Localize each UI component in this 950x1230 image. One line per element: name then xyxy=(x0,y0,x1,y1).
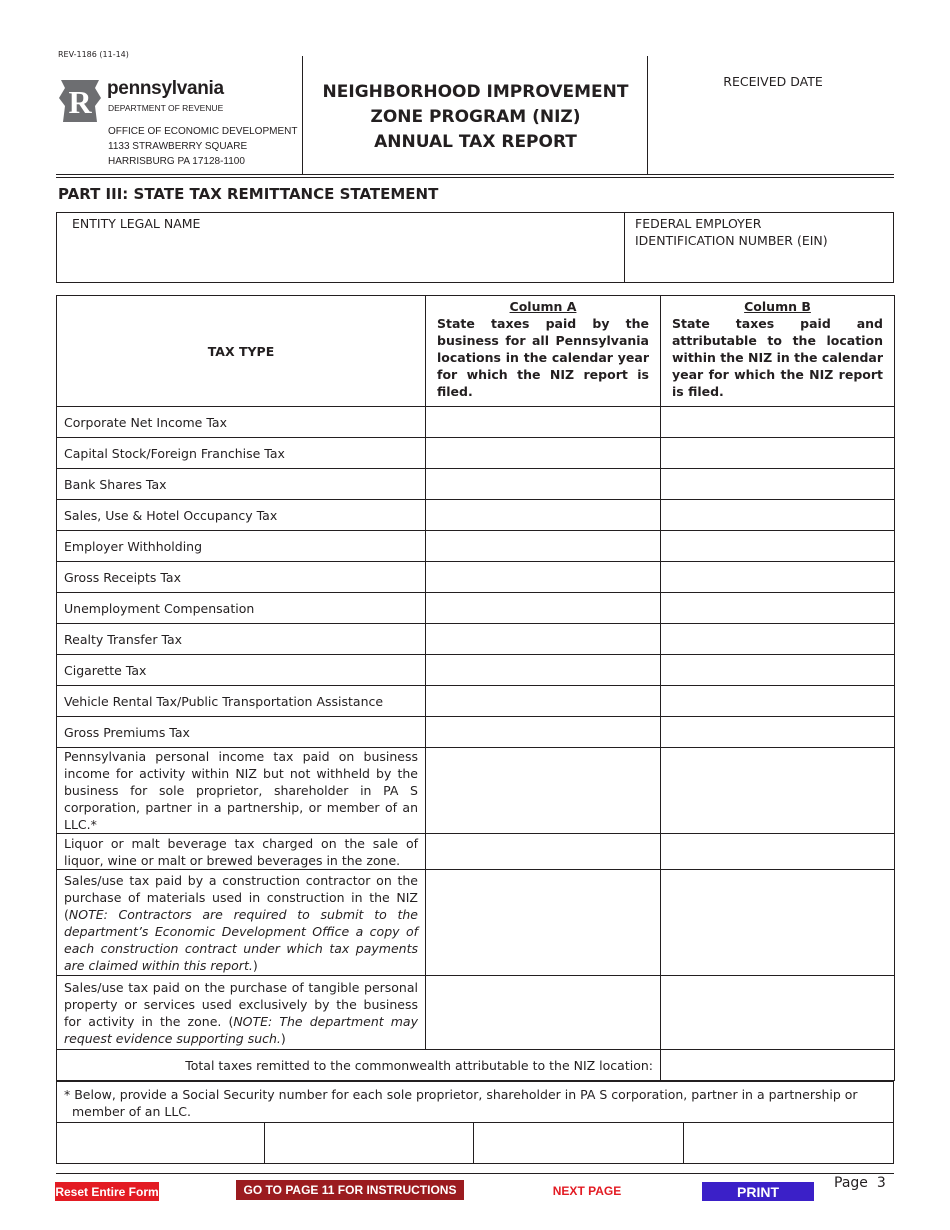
received-date-label: RECEIVED DATE xyxy=(723,74,823,89)
tax-type-label: Bank Shares Tax xyxy=(57,469,426,500)
column-a-input[interactable] xyxy=(426,407,661,438)
tax-type-label: Unemployment Compensation xyxy=(57,593,426,624)
column-a-input[interactable] xyxy=(426,500,661,531)
column-b-title: Column B xyxy=(744,299,811,314)
page-number: 3 xyxy=(876,1175,886,1191)
table-row xyxy=(57,717,895,748)
tax-type-label xyxy=(57,870,426,976)
column-b-input[interactable] xyxy=(661,976,895,1050)
tax-type-label: Liquor or malt beverage tax charged on the sale of liquor, wine or malt or brewed beverages in the zone. xyxy=(57,834,426,870)
row-text-end: ) xyxy=(280,1030,286,1046)
row-text: Sales/use tax paid by a construction contractor on the purchase of materials used in construction in the NIZ ( xyxy=(64,872,418,922)
table-row xyxy=(57,469,895,500)
entity-name-field[interactable] xyxy=(57,234,623,282)
header-rule xyxy=(56,177,894,178)
ssn-input[interactable] xyxy=(683,1122,894,1164)
table-row xyxy=(57,562,895,593)
table-row xyxy=(57,686,895,717)
form-title xyxy=(303,80,648,155)
tax-type-header: TAX TYPE xyxy=(57,296,426,407)
footer-rule xyxy=(56,1173,894,1174)
column-a-input[interactable] xyxy=(426,624,661,655)
column-a-input[interactable] xyxy=(426,562,661,593)
office-address xyxy=(108,124,297,169)
tax-type-label xyxy=(57,976,426,1050)
department-name: DEPARTMENT OF REVENUE xyxy=(108,103,224,113)
row-note: NOTE: The department may request evidence supporting such. xyxy=(64,1013,418,1046)
ein-label-line: IDENTIFICATION NUMBER (EIN) xyxy=(635,233,828,248)
column-a-header xyxy=(426,296,661,407)
title-line: NEIGHBORHOOD IMPROVEMENT xyxy=(322,82,629,102)
column-b-input[interactable] xyxy=(661,407,895,438)
tax-type-label: Corporate Net Income Tax xyxy=(57,407,426,438)
ein-field[interactable] xyxy=(625,250,893,282)
row-text-end: ) xyxy=(252,957,258,973)
column-b-input[interactable] xyxy=(661,438,895,469)
tax-type-label: Employer Withholding xyxy=(57,531,426,562)
tax-type-label: Cigarette Tax xyxy=(57,655,426,686)
tax-type-label: Vehicle Rental Tax/Public Transportation Assistance xyxy=(57,686,426,717)
title-line: ANNUAL TAX REPORT xyxy=(374,132,577,152)
instructions-button[interactable]: GO TO PAGE 11 FOR INSTRUCTIONS xyxy=(236,1180,464,1200)
ssn-input[interactable] xyxy=(264,1122,474,1164)
reset-form-button[interactable]: Reset Entire Form xyxy=(55,1182,159,1201)
keystone-logo-icon xyxy=(57,80,103,126)
column-a-input[interactable] xyxy=(426,593,661,624)
column-a-input[interactable] xyxy=(426,834,661,870)
table-row xyxy=(57,531,895,562)
column-b-input[interactable] xyxy=(661,870,895,976)
table-row xyxy=(57,748,895,834)
tax-type-label: Pennsylvania personal income tax paid on business income for activity within NIZ but not withheld by the business for sole proprietor, shareholder in PA S corporation, partner in a partnership, or member of an LLC.* xyxy=(57,748,426,834)
total-input[interactable] xyxy=(661,1050,895,1081)
table-row xyxy=(57,624,895,655)
column-a-input[interactable] xyxy=(426,976,661,1050)
tax-type-label: Sales, Use & Hotel Occupancy Tax xyxy=(57,500,426,531)
tax-remittance-table xyxy=(56,295,895,1081)
column-b-input[interactable] xyxy=(661,469,895,500)
column-b-input[interactable] xyxy=(661,624,895,655)
column-b-input[interactable] xyxy=(661,531,895,562)
table-row xyxy=(57,407,895,438)
column-a-input[interactable] xyxy=(426,686,661,717)
ssn-input[interactable] xyxy=(473,1122,684,1164)
page-indicator xyxy=(834,1175,886,1191)
total-label: Total taxes remitted to the commonwealth attributable to the NIZ location: xyxy=(57,1050,661,1081)
part-title: PART III: STATE TAX REMITTANCE STATEMENT xyxy=(58,185,439,203)
total-row xyxy=(57,1050,895,1081)
column-b-input[interactable] xyxy=(661,748,895,834)
column-b-input[interactable] xyxy=(661,500,895,531)
column-b-input[interactable] xyxy=(661,686,895,717)
tax-type-label: Capital Stock/Foreign Franchise Tax xyxy=(57,438,426,469)
column-b-input[interactable] xyxy=(661,593,895,624)
header-rule xyxy=(56,174,894,175)
table-row xyxy=(57,500,895,531)
address-line: HARRISBURG PA 17128-1100 xyxy=(108,156,245,167)
page-label: Page xyxy=(834,1175,868,1191)
print-button[interactable]: PRINT xyxy=(702,1182,814,1201)
table-row xyxy=(57,834,895,870)
tax-type-label: Gross Premiums Tax xyxy=(57,717,426,748)
column-a-input[interactable] xyxy=(426,748,661,834)
column-a-input[interactable] xyxy=(426,870,661,976)
address-line: 1133 STRAWBERRY SQUARE xyxy=(108,141,248,152)
column-a-title: Column A xyxy=(509,299,577,314)
entity-name-label: ENTITY LEGAL NAME xyxy=(72,216,201,231)
ein-label-line: FEDERAL EMPLOYER xyxy=(635,216,762,231)
address-line: OFFICE OF ECONOMIC DEVELOPMENT xyxy=(108,126,298,137)
ssn-note: * Below, provide a Social Security number for each sole proprietor, shareholder in PA S corporation, partner in a partnership or member of an LLC. xyxy=(64,1087,858,1119)
ein-label xyxy=(635,215,828,249)
tax-type-label: Gross Receipts Tax xyxy=(57,562,426,593)
column-b-header xyxy=(661,296,895,407)
column-b-input[interactable] xyxy=(661,655,895,686)
column-b-input[interactable] xyxy=(661,562,895,593)
form-number: REV-1186 (11-14) xyxy=(58,50,129,59)
table-header-row xyxy=(57,296,895,407)
column-a-input[interactable] xyxy=(426,438,661,469)
row-note: NOTE: Contractors are required to submit to the department’s Economic Development Office a copy of each construction contract under which tax payments are claimed within this report. xyxy=(64,906,418,973)
column-b-input[interactable] xyxy=(661,717,895,748)
table-row xyxy=(57,655,895,686)
column-b-description: State taxes paid and attributable to the location within the NIZ in the calendar year for which the NIZ report is filed. xyxy=(672,316,883,399)
table-row xyxy=(57,593,895,624)
column-a-input[interactable] xyxy=(426,655,661,686)
column-b-input[interactable] xyxy=(661,834,895,870)
ssn-input[interactable] xyxy=(56,1122,265,1164)
brand-name: pennsylvania xyxy=(107,78,224,99)
svg-text:R: R xyxy=(68,84,92,120)
table-row xyxy=(57,438,895,469)
column-a-input[interactable] xyxy=(426,469,661,500)
tax-type-label: Realty Transfer Tax xyxy=(57,624,426,655)
column-a-description: State taxes paid by the business for all Pennsylvania locations in the calendar year for which the NIZ report is filed. xyxy=(437,316,649,399)
column-a-input[interactable] xyxy=(426,717,661,748)
row-text: Sales/use tax paid on the purchase of tangible personal property or services used exclusively by the business for activity in the zone. ( xyxy=(64,979,418,1029)
table-row xyxy=(57,870,895,976)
column-a-input[interactable] xyxy=(426,531,661,562)
next-page-button[interactable]: NEXT PAGE xyxy=(530,1181,644,1201)
table-row xyxy=(57,976,895,1050)
title-line: ZONE PROGRAM (NIZ) xyxy=(370,107,581,127)
